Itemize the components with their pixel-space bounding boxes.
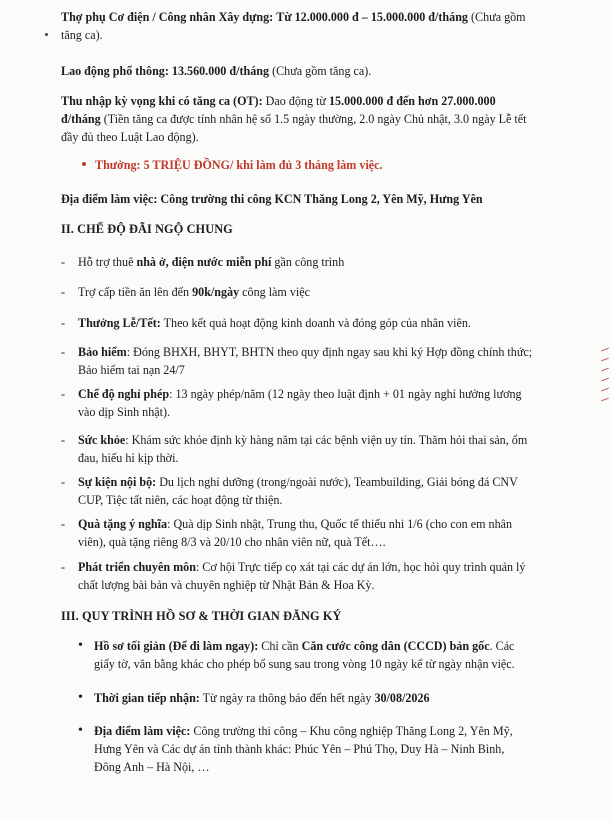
list-item-text [78,558,553,594]
documents-label: Hồ sơ tối giản (Để đi làm ngay): [94,639,259,653]
salary-ot-line [61,92,553,110]
salary-general-line [61,62,553,80]
salary-mech-value: Từ 12.000.000 đ – 15.000.000 đ/tháng [276,10,468,24]
item-line-2: CUP, Tiệc tất niên, các hoạt động từ thiện. [78,493,283,507]
list-item-place [78,722,553,776]
item-pre: Hỗ trợ thuê [78,255,137,269]
item-post: : 13 ngày phép/năm (12 ngày theo luật định + 01 ngày nghỉ hưởng lương [169,387,522,401]
item-post: Theo kết quả hoạt động kinh doanh và đóng góp của nhân viên. [160,316,471,330]
salary-general-note: (Chưa gồm tăng ca). [272,64,372,78]
list-item [61,515,553,551]
item-bold: Quà tặng ý nghĩa [78,517,168,531]
margin-annotation [598,340,612,450]
salary-ot-value-cont: đ/tháng [61,112,101,126]
salary-ot-value: 15.000.000 đ đến hơn 27.000.000 [329,94,496,108]
item-bold: Bảo hiểm [78,345,127,359]
item-bold: 90k/ngày [192,285,240,299]
item-post: : Cơ hội Trực tiếp cọ xát tại các dự án lớn, học hỏi quy trình quản lý [195,560,526,574]
list-item [61,343,553,379]
list-item-text [78,431,553,467]
salary-ot-mid: Dao động từ [265,94,326,108]
dash-bullet: - [61,560,66,574]
item-line-2: viên), quà tặng riêng 8/3 và 20/10 cho nhân viên nữ, quà Tết…. [78,535,386,549]
scan-speck [45,33,48,36]
workplace-line: Địa điểm làm việc: Công trường thi công KCN Thăng Long 2, Yên Mỹ, Hưng Yên [61,192,483,206]
place-label: Địa điểm làm việc: [94,724,191,738]
list-item [61,385,553,421]
list-item-time [78,689,553,707]
salary-mech-note-cont: tăng ca). [61,28,103,42]
item-bold: Phát triển chuyên môn [78,560,196,574]
item-bold: Sức khỏe [78,433,126,447]
item-bold: nhà ở, điện nước miễn phí [136,255,272,269]
list-item-documents [78,637,553,673]
bullet-icon: • [78,723,83,738]
item-bold: Sự kiện nội bộ: [78,475,157,489]
documents-post: . Các [489,639,515,653]
dash-bullet: - [61,387,66,401]
item-line-2: Bảo hiểm tai nạn 24/7 [78,363,185,377]
time-label: Thời gian tiếp nhận: [94,691,200,705]
list-item-text [78,515,553,551]
section-2-heading: II. CHẾ ĐỘ ĐÃI NGỘ CHUNG [61,222,233,236]
documents-pre: Chỉ cần [258,639,302,653]
place-line-3: Đông Anh – Hà Nội, … [94,760,210,774]
list-item-text [78,385,553,421]
list-item [61,314,553,332]
list-item [61,431,553,467]
time-pre: Từ ngày ra thông báo đến hết ngày [199,691,375,705]
salary-mech-note: (Chưa gồm [471,10,526,24]
list-item [61,283,553,301]
item-post: Du lịch nghỉ dưỡng (trong/ngoài nước), Teambuilding, Giải bóng đá CNV [156,475,518,489]
item-pre: Trợ cấp tiền ăn lên đến [78,285,193,299]
salary-ot-label: Thu nhập kỳ vọng khi có tăng ca (OT): [61,94,263,108]
item-line-2: chất lượng bài bản và chuyên nghiệp từ Nhật Bản & Hoa Kỳ. [78,578,375,592]
item-line-2: vào dịp Sinh nhật). [78,405,171,419]
item-post: : Khám sức khỏe định kỳ hàng năm tại các bệnh viện uy tín. Thăm hỏi thai sản, ốm [125,433,528,447]
list-item [61,253,553,271]
list-item [61,473,553,509]
item-post: công làm việc [239,285,310,299]
dash-bullet: - [61,517,66,531]
dash-bullet: - [61,285,66,299]
salary-ot-note-line-2 [61,128,553,146]
item-line-2: đau, hiếu hỉ kịp thời. [78,451,179,465]
bonus-bullet-icon [82,162,86,166]
salary-ot-note-line [61,110,553,128]
documents-bold: Căn cước công dân (CCCD) bản gốc [301,639,490,653]
time-date: 30/08/2026 [374,691,430,705]
dash-bullet: - [61,345,66,359]
item-post: : Quà dịp Sinh nhật, Trung thu, Quốc tế thiếu nhi 1/6 (cho con em nhân [167,517,513,531]
salary-general-value: 13.560.000 đ/tháng [171,64,270,78]
item-bold: Thưởng Lễ/Tết: [78,316,161,330]
place-line-1: Công trường thi công – Khu công nghiệp Thăng Long 2, Yên Mỹ, [190,724,513,738]
salary-ot-note: (Tiền tăng ca được tính nhân hệ số 1.5 ngày thường, 2.0 ngày Chủ nhật, 3.0 ngày Lễ tết [103,112,527,126]
bullet-icon: • [78,638,83,653]
item-post: gần công trình [271,255,345,269]
list-item [61,558,553,594]
item-post: : Đóng BHXH, BHYT, BHTN theo quy định ngay sau khi ký Hợp đồng chính thức; [126,345,533,359]
dash-bullet: - [61,255,66,269]
list-item-text [78,283,553,301]
salary-general-label: Lao động phổ thông: [61,64,169,78]
documents-line-2: giấy tờ, văn bằng khác cho phép bổ sung sau trong vòng 10 ngày kể từ ngày nhận việc. [94,657,515,671]
dash-bullet: - [61,316,66,330]
salary-mech-line [61,8,553,26]
salary-mech-label: Thợ phụ Cơ điện / Công nhân Xây dựng: [61,10,274,24]
salary-mech-note-line [61,26,553,44]
list-item-text [78,343,553,379]
item-bold: Chế độ nghỉ phép [78,387,170,401]
dash-bullet: - [61,475,66,489]
place-line-2: Hưng Yên và Các dự án tỉnh thành khác: Phúc Yên – Phú Thọ, Duy Hà – Ninh Bình, [94,742,505,756]
bonus-line: Thưởng: 5 TRIỆU ĐỒNG/ khi làm đủ 3 tháng làm việc. [95,158,383,172]
list-item-text [78,253,553,271]
section-3-heading: III. QUY TRÌNH HỒ SƠ & THỜI GIAN ĐĂNG KÝ [61,609,342,623]
bullet-icon: • [78,690,83,705]
dash-bullet: - [61,433,66,447]
list-item-text [78,473,553,509]
list-item-text [78,314,553,332]
salary-ot-note-cont: đầy đủ theo Luật Lao động). [61,130,199,144]
